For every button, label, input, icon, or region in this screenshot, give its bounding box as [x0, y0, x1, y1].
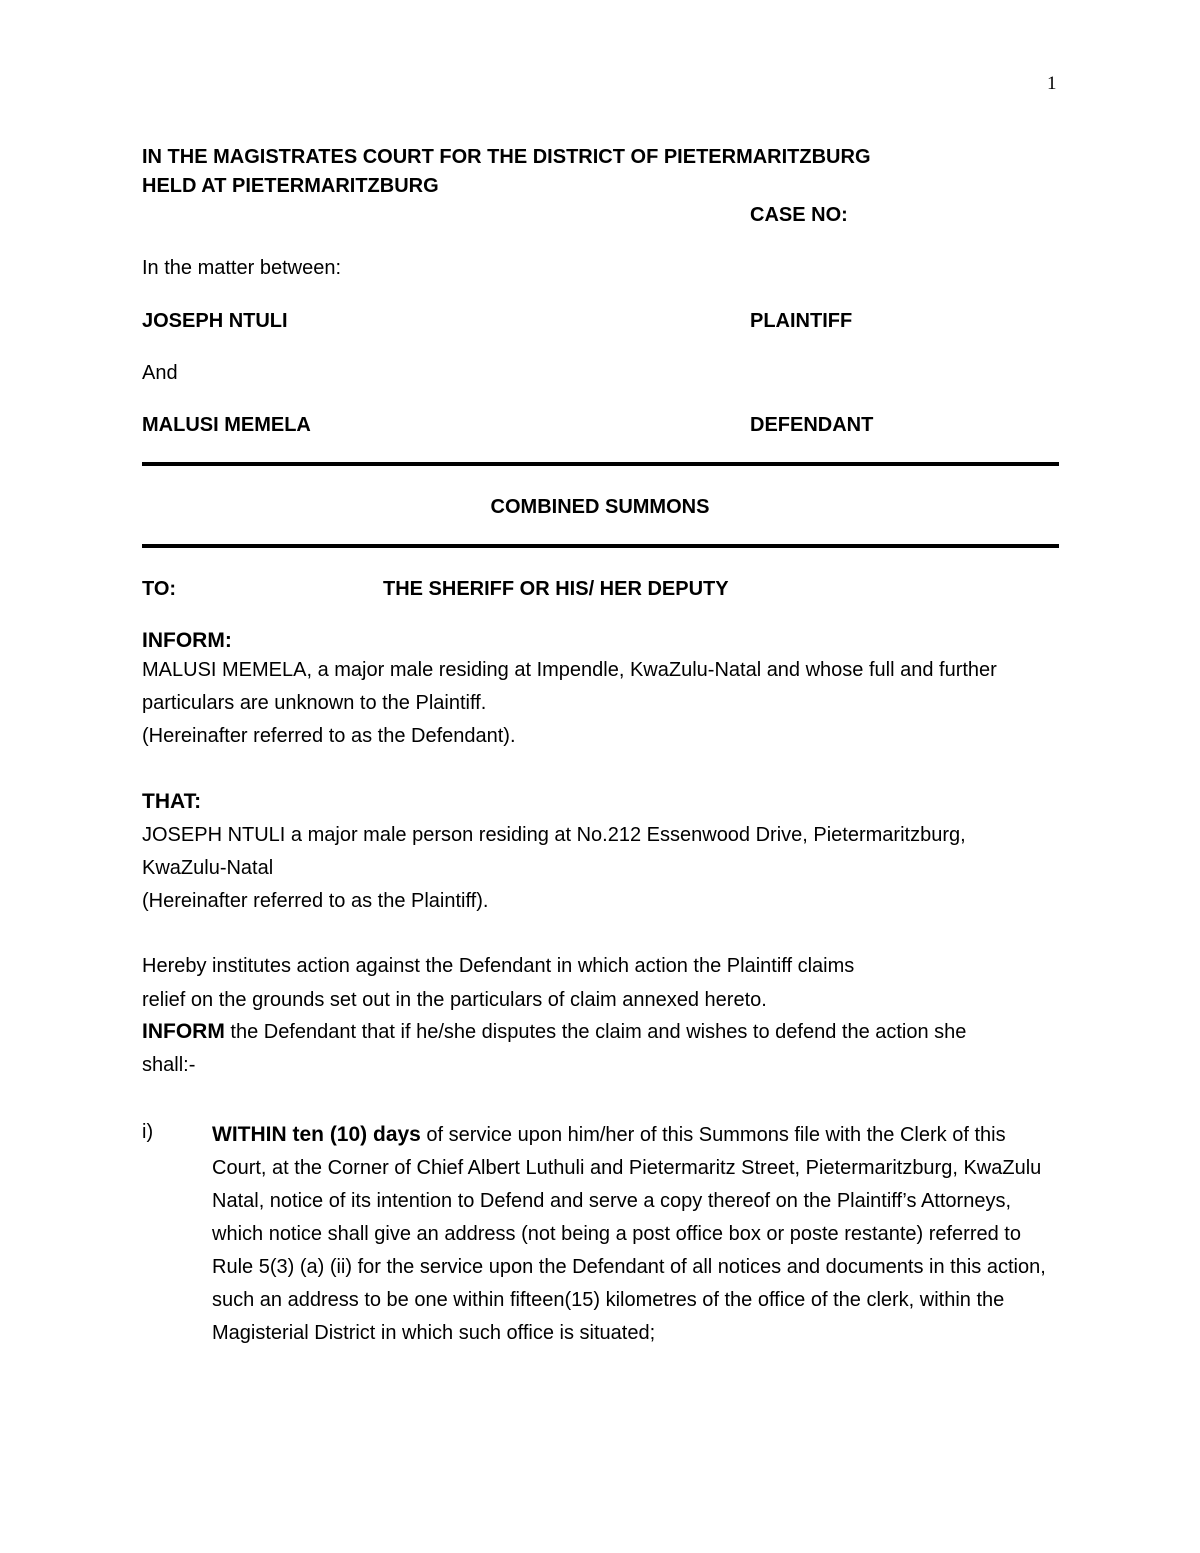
that-line-1: JOSEPH NTULI a major male person residing at No.212 Essenwood Drive, Pietermaritzburg,	[142, 824, 966, 846]
action-line-3	[142, 1020, 966, 1044]
list-item-marker: i)	[142, 1121, 154, 1143]
case-number-label: CASE NO:	[750, 204, 848, 226]
and-conjunction: And	[142, 362, 178, 384]
action-line-2: relief on the grounds set out in the particulars of claim annexed hereto.	[142, 989, 767, 1011]
court-heading: IN THE MAGISTRATES COURT FOR THE DISTRICT OF PIETERMARITZBURG	[142, 146, 871, 168]
matter-intro: In the matter between:	[142, 257, 342, 279]
document-title: COMBINED SUMMONS	[490, 496, 710, 518]
plaintiff-role: PLAINTIFF	[750, 310, 853, 332]
inform-line-2: particulars are unknown to the Plaintiff.	[142, 692, 487, 714]
that-line-3: (Hereinafter referred to as the Plaintiff).	[142, 890, 489, 912]
action-line-3-rest: the Defendant that if he/she disputes the claim and wishes to defend the action she	[224, 1021, 967, 1043]
inform-label: INFORM:	[142, 629, 232, 652]
plaintiff-name: JOSEPH NTULI	[142, 310, 288, 332]
to-recipient: THE SHERIFF OR HIS/ HER DEPUTY	[383, 578, 729, 600]
list-item-lead: WITHIN ten (10) days	[212, 1123, 421, 1146]
defendant-name: MALUSI MEMELA	[142, 414, 311, 436]
action-line-4: shall:-	[142, 1054, 196, 1076]
page-number: 1	[1047, 73, 1057, 94]
that-line-2: KwaZulu-Natal	[142, 857, 274, 879]
list-item-text	[212, 1118, 1062, 1350]
inform-line-3: (Hereinafter referred to as the Defendant).	[142, 725, 516, 747]
to-label: TO:	[142, 578, 177, 600]
that-label: THAT:	[142, 790, 202, 813]
held-at-heading: HELD AT PIETERMARITZBURG	[142, 175, 439, 197]
defendant-role: DEFENDANT	[750, 414, 874, 436]
inform-line-1: MALUSI MEMELA, a major male residing at Impendle, KwaZulu-Natal and whose full and further	[142, 659, 997, 681]
inform-emphasis: INFORM	[142, 1020, 225, 1043]
top-divider	[142, 462, 1059, 466]
action-line-1: Hereby institutes action against the Defendant in which action the Plaintiff claims	[142, 955, 855, 977]
list-item-body: of service upon him/her of this Summons file with the Clerk of this Court, at the Corner of Chief Albert Luthuli and Pietermaritz Street, Pietermaritzburg, KwaZulu Natal, notice of its intention to Defend and serve a copy thereof on the Plaintiff’s Attorneys, which notice shall give an address (not being a post office box or poste restante) referred to Rule 5(3) (a) (ii) for the service upon the Defendant of all notices and documents in this action, such an address to be one within fifteen(15) kilometres of the office of the clerk, within the Magisterial District in which such office is situated;	[212, 1124, 1046, 1344]
bottom-divider	[142, 544, 1059, 548]
